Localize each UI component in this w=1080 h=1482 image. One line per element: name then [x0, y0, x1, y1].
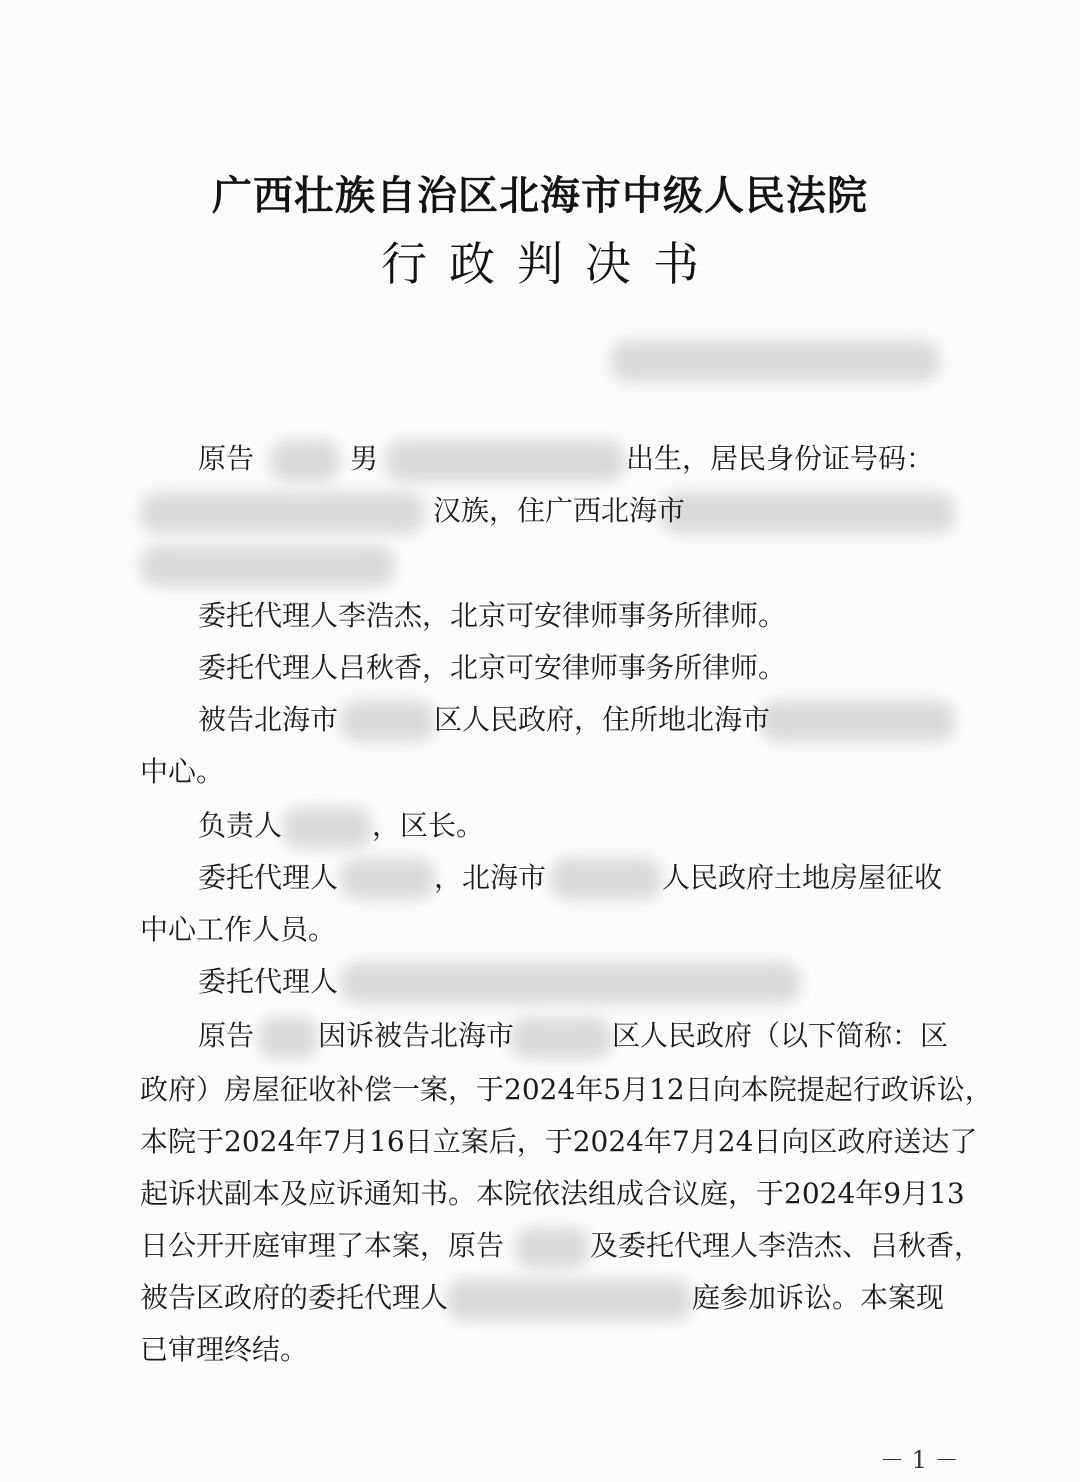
redaction-blur: [760, 700, 955, 742]
body-text-line: 日公开开庭审理了本案，原告: [140, 1229, 505, 1262]
redaction-blur: [140, 492, 425, 534]
body-text-line: 本院于2024年7月16日立案后，于2024年7月24日向区政府送达了: [140, 1125, 978, 1158]
redaction-blur: [340, 700, 435, 742]
court-name: 广西壮族自治区北海市中级人民法院: [212, 173, 868, 219]
body-text-line: 中心。: [140, 755, 225, 788]
body-text-line: 原告: [198, 1019, 255, 1052]
body-text-line: 政府）房屋征收补偿一案，于2024年5月12日向本院提起行政诉讼，: [140, 1073, 993, 1106]
redaction-blur: [385, 440, 625, 482]
body-text-line: 人民政府土地房屋征收: [662, 861, 943, 894]
body-text-line: 委托代理人: [198, 965, 339, 998]
body-text-line: 及委托代理人李浩杰、吕秋香，: [590, 1229, 983, 1262]
body-text-line: 汉族，住广西北海市: [433, 494, 686, 527]
body-text-line: 委托代理人李浩杰，北京可安律师事务所律师。: [198, 599, 787, 632]
body-text-line: 原告: [198, 442, 255, 475]
body-text-line: 被告区政府的委托代理人: [140, 1281, 449, 1314]
redaction-blur: [510, 1017, 612, 1059]
page-number: － 1 －: [880, 1446, 959, 1474]
body-text-line: 庭参加诉讼。本案现: [692, 1281, 945, 1314]
document-type-title: 行政判决书: [381, 237, 721, 291]
redaction-blur: [140, 545, 395, 587]
body-text-line: 起诉状副本及应诉通知书。本院依法组成合议庭，于2024年9月13: [140, 1177, 965, 1210]
body-text-line: 区人民政府（以下简称：区: [612, 1019, 949, 1052]
redaction-blur: [282, 807, 372, 849]
body-text-line: 出生，居民身份证号码：: [626, 442, 935, 475]
redaction-blur: [660, 492, 955, 534]
redaction-blur: [258, 1017, 318, 1059]
redaction-blur: [515, 1227, 590, 1269]
redaction-blur: [340, 858, 435, 900]
body-text-line: 区人民政府，住所地北海市: [434, 703, 771, 736]
body-text-line: 已审理终结。: [140, 1333, 309, 1366]
redaction-blur: [610, 340, 940, 382]
body-text-line: 委托代理人吕秋香，北京可安律师事务所律师。: [198, 651, 787, 684]
redaction-blur: [550, 858, 662, 900]
redaction-blur: [340, 962, 800, 1004]
body-text-line: 男: [350, 442, 379, 475]
body-text-line: 委托代理人: [198, 861, 339, 894]
body-text-line: 被告北海市: [198, 703, 339, 736]
body-text-line: 因诉被告北海市: [318, 1019, 515, 1052]
redaction-blur: [446, 1279, 692, 1321]
redaction-blur: [270, 440, 340, 482]
body-text-line: 负责人: [198, 809, 283, 842]
body-text-line: 中心工作人员。: [140, 913, 337, 946]
body-text-line: ，区长。: [372, 809, 485, 842]
body-text-line: ，北海市: [434, 861, 547, 894]
